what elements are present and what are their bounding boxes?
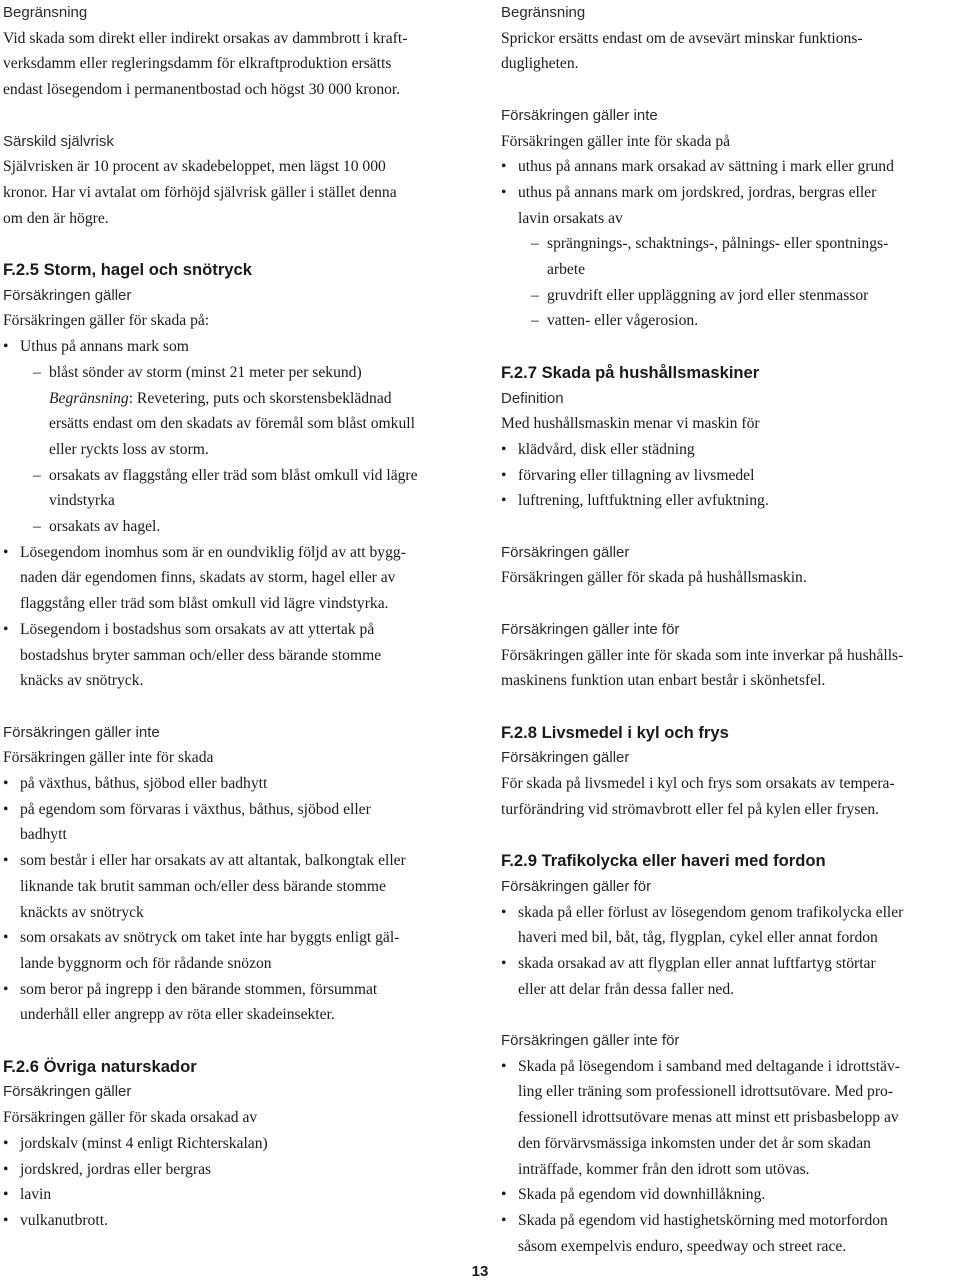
text-line: endast lösegendom i permanentbostad och högst 30 000 kronor. — [3, 81, 401, 99]
lead-text: Försäkringen gäller inte för skada — [3, 749, 214, 767]
limitation-note: Begränsning: Revetering, puts och skorstensbeklädnad ersätts endast om den skadats av föremål som blåst omkull eller ryckts loss av storm. — [49, 389, 415, 458]
lead-text: Försäkringen gäller för skada på: — [3, 312, 210, 330]
list-item: – vatten- eller vågerosion. — [518, 308, 957, 334]
section-label: Försäkringen gäller — [501, 543, 630, 561]
lead-text: Försäkringen gäller för skada orsakad av — [3, 1109, 258, 1127]
limitation-dam-break — [3, 0, 465, 103]
section-f29 — [501, 848, 957, 1259]
list-item: • förvaring eller tillagning av livsmedel — [501, 463, 957, 489]
list-item: • Lösegendom i bostadshus som orsakats av att yttertak på bostadshus bryter samman och/eller dess bärande stomme knäcks av snötryck. — [3, 617, 465, 694]
text-line: Försäkringen gäller inte för skada som inte inverkar på hushålls- — [501, 646, 904, 664]
bullet-list — [501, 154, 957, 334]
text-line: Sprickor ersätts endast om de avsevärt minskar funktions- — [501, 29, 863, 47]
exclusions-natural — [501, 103, 957, 334]
list-item: • Lösegendom inomhus som är en oundviklig följd av att bygg- naden där egendomen finns, skadats av storm, hagel eller av flaggstång eller träd som blåst omkull vid lägre vindstyrka. — [3, 540, 465, 617]
list-item: • uthus på annans mark orsakad av sättning i mark eller grund — [501, 154, 957, 180]
section-heading-f26: F.2.6 Övriga naturskador — [3, 1056, 197, 1076]
lead-text: Försäkringen gäller inte för skada på — [501, 132, 731, 150]
section-label: Särskild självrisk — [3, 132, 114, 150]
section-label: Försäkringen gäller — [3, 286, 132, 304]
bullet-list — [501, 900, 957, 1003]
text-line: turförändring vid strömavbrott eller fel på kylen eller frysen. — [501, 800, 880, 818]
list-item: – gruvdrift eller uppläggning av jord eller stenmassor — [518, 283, 957, 309]
text-line: Vid skada som direkt eller indirekt orsakas av dammbrott i kraft- — [3, 29, 408, 47]
section-heading-f29: F.2.9 Trafikolycka eller haveri med fordon — [501, 851, 826, 871]
list-item: • som består i eller har orsakats av att altantak, balkongtak eller liknande tak brutit samman och/eller dess bärande stomme knäckts av snötryck — [3, 848, 465, 925]
list-item: – orsakats av flaggstång eller träd som blåst omkull vid lägre vindstyrka — [20, 463, 465, 514]
list-item: • som orsakats av snötryck om taket inte har byggts enligt gäl- lande byggnorm och för rådande snözon — [3, 925, 465, 976]
list-item: – sprängnings-, schaktnings-, pålnings- eller spontnings- arbete — [518, 231, 957, 282]
text-line: verksdamm eller regleringsdamm för elkraftproduktion ersätts — [3, 55, 392, 73]
text-line: om den är högre. — [3, 209, 109, 227]
section-heading-f27: F.2.7 Skada på hushållsmaskiner — [501, 362, 760, 382]
dash-list — [20, 360, 465, 540]
right-column — [501, 0, 957, 1259]
list-item: • som beror på ingrepp i den bärande stommen, försummat underhåll eller angrepp av röta eller skadeinsekter. — [3, 977, 465, 1028]
list-item: • vulkanutbrott. — [3, 1208, 465, 1234]
section-label: Definition — [501, 389, 564, 407]
section-label: Begränsning — [501, 4, 586, 21]
text-line: kronor. Har vi avtalat om förhöjd självrisk gäller i stället denna — [3, 183, 397, 201]
bullet-list — [3, 334, 465, 694]
list-item: • Skada på egendom vid hastighetskörning med motorfordon såsom exempelvis enduro, speedway och street race. — [501, 1208, 957, 1259]
text-line: dugligheten. — [501, 55, 579, 73]
left-column — [3, 0, 465, 1234]
list-item: • luftrening, luftfuktning eller avfuktning. — [501, 488, 957, 514]
page-number: 13 — [471, 1263, 489, 1280]
section-f26 — [3, 1054, 465, 1234]
list-item: • Skada på lösegendom i samband med deltagande i idrottstäv- ling eller träning som professionell idrottsutövare. Med pro- fessionell idrottsutövare menas att minst ett prisbasbelopp av den förvärvsmässiga inkomsten under det år som skadan inträffade, kommer från den idrott som utövas. — [501, 1054, 957, 1183]
section-label: Försäkringen gäller — [3, 1083, 132, 1101]
list-item: • på växthus, båthus, sjöbod eller badhytt — [3, 771, 465, 797]
text-line: Självrisken är 10 procent av skadebeloppet, men lägst 10 000 — [3, 158, 386, 176]
bullet-list — [501, 1054, 957, 1260]
list-item: • uthus på annans mark om jordskred, jordras, bergras eller lavin orsakats av – sprängnings-, schaktnings-, pålnings- eller spontnings- arbete – gruvdrift eller uppläggning av jord eller stenmassor – vatten- eller vågerosion. — [501, 180, 957, 334]
section-label: Försäkringen gäller — [501, 749, 630, 767]
section-heading-f25: F.2.5 Storm, hagel och snötryck — [3, 260, 252, 279]
list-item: • Uthus på annans mark som – blåst sönder av storm (minst 21 meter per sekund) Begränsning: Revetering, puts och skorstensbeklädnad ersätts endast om den skadats av föremål som blåst omkull eller ryckts loss av storm. – orsakats av flaggstång eller träd som blåst omkull vid lägre vindstyrka – orsakats av hagel. — [3, 334, 465, 540]
text-line: Försäkringen gäller för skada på hushållsmaskin. — [501, 569, 807, 587]
list-item: • skada orsakad av att flygplan eller annat luftfartyg störtar eller att delar från dessa faller ned. — [501, 951, 957, 1002]
lead-text: Med hushållsmaskin menar vi maskin för — [501, 415, 760, 433]
section-label: Begränsning — [3, 4, 88, 21]
text-line: maskinens funktion utan enbart består i skönhetsfel. — [501, 672, 826, 690]
list-item: – orsakats av hagel. — [20, 514, 465, 540]
section-f27 — [501, 360, 957, 694]
dash-list — [518, 231, 957, 334]
list-item: • jordskalv (minst 4 enligt Richterskalan) — [3, 1131, 465, 1157]
list-item: • lavin — [3, 1182, 465, 1208]
section-label: Försäkringen gäller inte — [501, 106, 658, 124]
section-label: Försäkringen gäller inte för — [501, 1032, 680, 1050]
bullet-list — [501, 437, 957, 514]
section-heading-f28: F.2.8 Livsmedel i kyl och frys — [501, 722, 729, 742]
list-item: – blåst sönder av storm (minst 21 meter per sekund) Begränsning: Revetering, puts och skorstensbeklädnad ersätts endast om den skadats av föremål som blåst omkull eller ryckts loss av storm. — [20, 360, 465, 463]
section-f25 — [3, 257, 465, 694]
section-label: Försäkringen gäller för — [501, 877, 652, 895]
section-f28 — [501, 720, 957, 823]
limitation-cracks — [501, 0, 957, 77]
section-label: Försäkringen gäller inte — [3, 723, 160, 741]
list-item: • på egendom som förvaras i växthus, båthus, sjöbod eller badhytt — [3, 797, 465, 848]
list-item: • klädvård, disk eller städning — [501, 437, 957, 463]
special-deductible — [3, 129, 465, 232]
list-item: • Skada på egendom vid downhillåkning. — [501, 1182, 957, 1208]
bullet-list — [3, 771, 465, 1028]
section-f25-exclusions — [3, 720, 465, 1028]
list-item: • skada på eller förlust av lösegendom genom trafikolycka eller haveri med bil, båt, tåg, flygplan, cykel eller annat fordon — [501, 900, 957, 951]
bullet-list — [3, 1131, 465, 1234]
text-line: För skada på livsmedel i kyl och frys som orsakats av tempera- — [501, 775, 895, 793]
section-label: Försäkringen gäller inte för — [501, 620, 680, 638]
list-item: • jordskred, jordras eller bergras — [3, 1157, 465, 1183]
